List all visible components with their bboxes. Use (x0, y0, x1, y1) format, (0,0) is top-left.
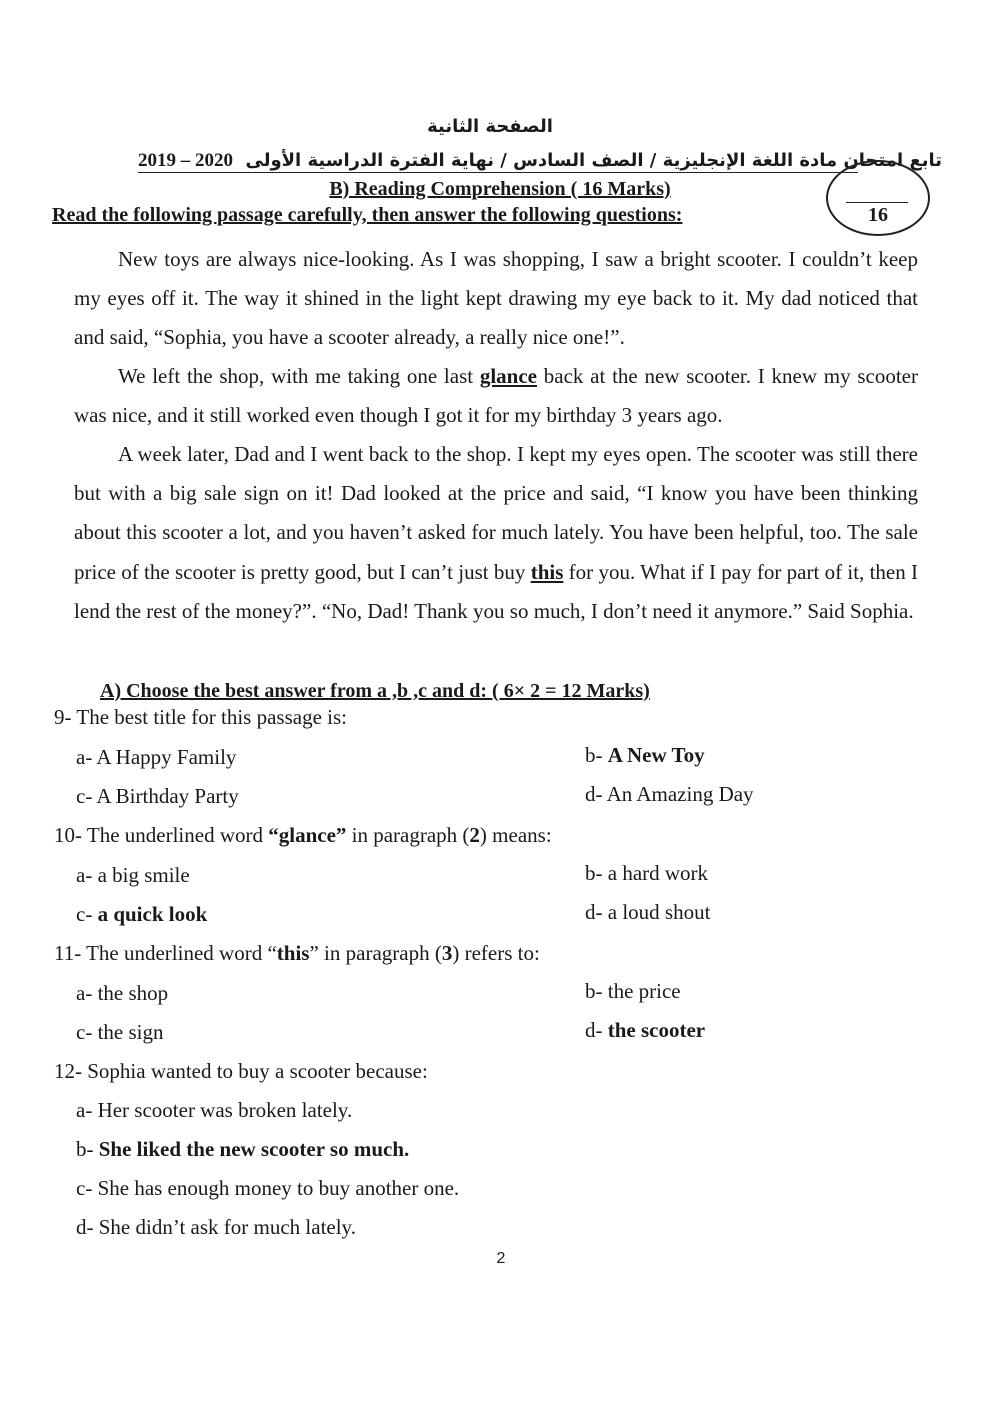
q11-option-b: b- the price (585, 979, 681, 1003)
instruction: Read the following passage carefully, then answer the following questions: (52, 204, 683, 226)
marks-value: 16 (868, 204, 888, 226)
question-9: 9- The best title for this passage is: (54, 705, 347, 729)
question-10: 10- The underlined word “glance” in paragraph (2) means: (54, 823, 552, 847)
passage-paragraph-2: We left the shop, with me taking one last glance back at the new scooter. I knew my scooter was nice, and it still worked even though I got it for my birthday 3 years ago. (74, 364, 918, 428)
exam-title (138, 150, 943, 173)
q10-option-d: d- a loud shout (585, 900, 711, 924)
q12-option-d: d- She didn’t ask for much lately. (76, 1215, 356, 1239)
q11-option-a: a- the shop (76, 981, 169, 1005)
q11-option-c: c- the sign (76, 1020, 164, 1044)
q12-option-c: c- She has enough money to buy another one. (76, 1176, 460, 1200)
question-11: 11- The underlined word “this” in paragraph (3) refers to: (54, 941, 540, 965)
q9-option-c: c- A Birthday Party (76, 784, 239, 808)
q9-option-b: b- A New Toy (585, 743, 705, 767)
q12-option-a: a- Her scooter was broken lately. (76, 1098, 353, 1122)
q10-option-b: b- a hard work (585, 861, 709, 885)
this-word: this (530, 559, 564, 584)
part-a-title: A) Choose the best answer from a ,b ,c and d: ( 6× 2 = 12 Marks) (100, 680, 650, 702)
page-number: 2 (496, 1250, 506, 1267)
q9-option-d: d- An Amazing Day (585, 782, 754, 806)
section-title: B) Reading Comprehension ( 16 Marks) (329, 178, 671, 200)
q12-option-b: b- She liked the new scooter so much. (76, 1137, 410, 1161)
question-12: 12- Sophia wanted to buy a scooter because: (54, 1059, 428, 1083)
q9-option-a: a- A Happy Family (76, 745, 237, 769)
page-label: الصفحة الثانية (427, 116, 553, 137)
exam-year: 2019 – 2020 (138, 150, 233, 171)
passage-paragraph-3: A week later, Dad and I went back to the shop. I kept my eyes open. The scooter was still there but with a big sale sign on it! Dad looked at the price and said, “I know you have been thinking about this scooter a lot, and you haven’t asked for much lately. You have been helpful, too. The sale price of the scooter is pretty good, but I can’t just buy this for you. What if I pay for part of it, then I lend the rest of the money?”. “No, Dad! Thank you so much, I don’t need it anymore.” Said Sophia. (74, 442, 918, 623)
q11-option-d: d- the scooter (585, 1018, 706, 1042)
q10-option-a: a- a big smile (76, 863, 190, 887)
q10-option-c: c- a quick look (76, 902, 208, 926)
exam-title-ar: تابع امتحان مادة اللغة الإنجليزية / الصف السادس / نهاية الفترة الدراسية الأولى (245, 150, 943, 171)
glance-word: glance (479, 364, 537, 388)
marks-divider (846, 202, 908, 203)
passage-paragraph-1: New toys are always nice-looking. As I was shopping, I saw a bright scooter. I couldn’t keep my eyes off it. The way it shined in the light kept drawing my eye back to it. My dad noticed that and said, “Sophia, you have a scooter already, a really nice one!”. (74, 247, 918, 350)
